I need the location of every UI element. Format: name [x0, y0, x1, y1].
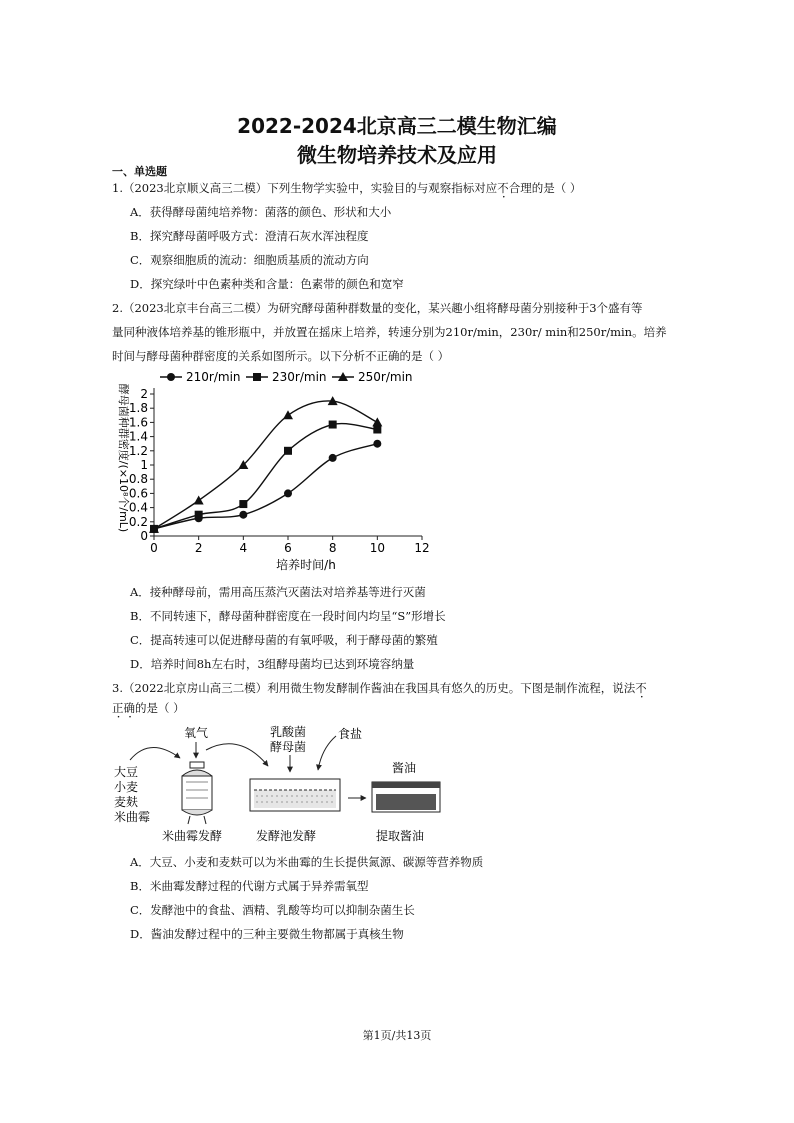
step-extract-soy-sauce: 提取酱油	[376, 829, 425, 843]
q3-option-a: A．大豆、小麦和麦麸可以为米曲霉的生长提供氮源、碳源等营养物质	[130, 855, 484, 869]
y-tick-label: 0	[140, 529, 148, 543]
section-heading: 一、单选题	[112, 165, 167, 178]
q3-emphasis-2: 正	[112, 701, 124, 715]
y-tick-label: 0.4	[128, 500, 148, 515]
y-tick-label: 1.2	[128, 443, 148, 458]
ingredient-aspergillus: 米曲霉	[114, 810, 151, 824]
legend-label: 250r/min	[358, 370, 413, 384]
density-chart	[110, 366, 440, 576]
q3-stem-line2: 正确的是（ ）	[112, 701, 185, 715]
y-tick-label: 1	[140, 458, 148, 472]
data-point-210r/min	[239, 511, 247, 519]
ingredient-wheat: 小麦	[114, 780, 139, 794]
step-aspergillus-fermentation: 米曲霉发酵	[162, 829, 223, 843]
q3-stem-line1: 3.（2022北京房山高三二模）利用微生物发酵制作酱油在我国具有悠久的历史。下图是制作流程，说法不	[112, 681, 647, 695]
y-tick-label: 2	[140, 387, 148, 401]
x-tick-label: 10	[369, 541, 385, 555]
page-footer: 第1页/共13页	[362, 1029, 432, 1042]
ingredient-bran: 麦麸	[114, 795, 139, 809]
fermenter-vessel	[182, 762, 212, 824]
q3-emphasis-1: 不	[635, 681, 647, 695]
soy-sauce-label: 酱油	[392, 761, 417, 775]
y-tick-label: 1.8	[128, 401, 148, 416]
data-point-210r/min	[373, 440, 381, 448]
q2-option-c: C．提高转速可以促进酵母菌的有氧呼吸，利于酵母菌的繁殖	[130, 633, 438, 647]
extraction-vessel	[372, 782, 440, 812]
ingredient-soybean: 大豆	[114, 765, 139, 779]
q1-option-a: A．获得酵母菌纯培养物：菌落的颜色、形状和大小	[130, 205, 392, 219]
q2-option-a: A．接种酵母前，需用高压蒸汽灭菌法对培养基等进行灭菌	[130, 585, 426, 599]
legend-marker	[167, 373, 175, 381]
q2-option-d: D．培养时间8h左右时，3组酵母菌均已达到环境容纳量	[130, 657, 415, 671]
series-line-250r/min	[154, 401, 377, 529]
x-tick-label: 6	[284, 541, 292, 555]
y-tick-label: 1.6	[128, 415, 148, 430]
q3-option-d: D．酱油发酵过程中的三种主要微生物都属于真核生物	[130, 927, 404, 941]
y-tick-label: 0.6	[128, 486, 148, 501]
q1-emphasis: 不	[497, 181, 509, 195]
q1-option-c: C．观察细胞质的流动：细胞质基质的流动方向	[130, 253, 369, 267]
doc-title: 2022-2024北京高三二模生物汇编	[237, 114, 557, 138]
arrow-salt	[318, 736, 336, 770]
x-tick-label: 12	[414, 541, 430, 555]
q1-option-b: B．探究酵母菌呼吸方式：澄清石灰水浑浊程度	[130, 229, 369, 243]
data-point-210r/min	[284, 489, 292, 497]
x-tick-label: 8	[328, 541, 337, 555]
data-point-230r/min	[195, 511, 203, 519]
data-point-250r/min	[194, 496, 204, 505]
arrow-to-tank	[206, 744, 268, 766]
q2-option-b: B．不同转速下，酵母菌种群密度在一段时间内均呈“S”形增长	[130, 609, 446, 623]
q3-emphasis-3: 确	[123, 701, 135, 715]
data-point-230r/min	[373, 426, 381, 434]
q1-stem: 1.（2023北京顺义高三二模）下列生物学实验中，实验目的与观察指标对应不合理的是（ ）	[112, 181, 582, 195]
q1-option-d: D．探究绿叶中色素种类和含量：色素带的颜色和宽窄	[130, 277, 404, 291]
q2-stem-line3: 时间与酵母菌种群密度的关系如图所示。以下分析不正确的是（ ）	[112, 349, 450, 363]
data-point-210r/min	[329, 454, 337, 462]
x-tick-label: 4	[239, 541, 248, 555]
data-point-230r/min	[239, 500, 247, 508]
y-tick-label: 0.2	[128, 514, 148, 529]
legend-label: 210r/min	[186, 370, 241, 384]
legend-marker	[253, 373, 261, 381]
soy-sauce-flow-diagram	[110, 724, 450, 846]
oxygen-label: 氧气	[184, 726, 209, 740]
q2-stem-line1: 2.（2023北京丰台高三二模）为研究酵母菌种群数量的变化，某兴趣小组将酵母菌分别接种于3个盛有等	[112, 301, 643, 315]
y-tick-label: 0.8	[128, 472, 148, 487]
legend-label: 230r/min	[272, 370, 327, 384]
arrow-ingredients	[130, 747, 180, 760]
q3-option-c: C．发酵池中的食盐、酒精、乳酸等均可以抑制杂菌生长	[130, 903, 415, 917]
salt-label: 食盐	[338, 727, 363, 741]
data-point-230r/min	[284, 447, 292, 455]
step-tank-fermentation: 发酵池发酵	[256, 829, 317, 843]
fermentation-tank	[250, 779, 340, 811]
x-axis-label: 培养时间/h	[276, 558, 336, 572]
x-tick-label: 0	[150, 541, 158, 555]
y-tick-label: 1.4	[128, 429, 148, 444]
data-point-250r/min	[283, 410, 293, 419]
series-line-210r/min	[154, 444, 377, 529]
data-point-250r/min	[372, 417, 382, 426]
x-tick-label: 2	[194, 541, 203, 555]
chart-legend	[160, 370, 413, 384]
q2-stem-line2: 量同种液体培养基的锥形瓶中，并放置在摇床上培养，转速分别为210r/min，230r/ min和250r/min。培养	[112, 325, 667, 339]
microbe-yeast: 酵母菌	[270, 740, 307, 754]
q3-option-b: B．米曲霉发酵过程的代谢方式属于异养需氧型	[130, 879, 369, 893]
y-axis-label: 酵母菌种群密度/(×10⁸个/mL)	[117, 383, 130, 533]
doc-subtitle: 微生物培养技术及应用	[297, 143, 497, 167]
microbe-lactic: 乳酸菌	[270, 725, 307, 739]
data-point-230r/min	[329, 421, 337, 429]
